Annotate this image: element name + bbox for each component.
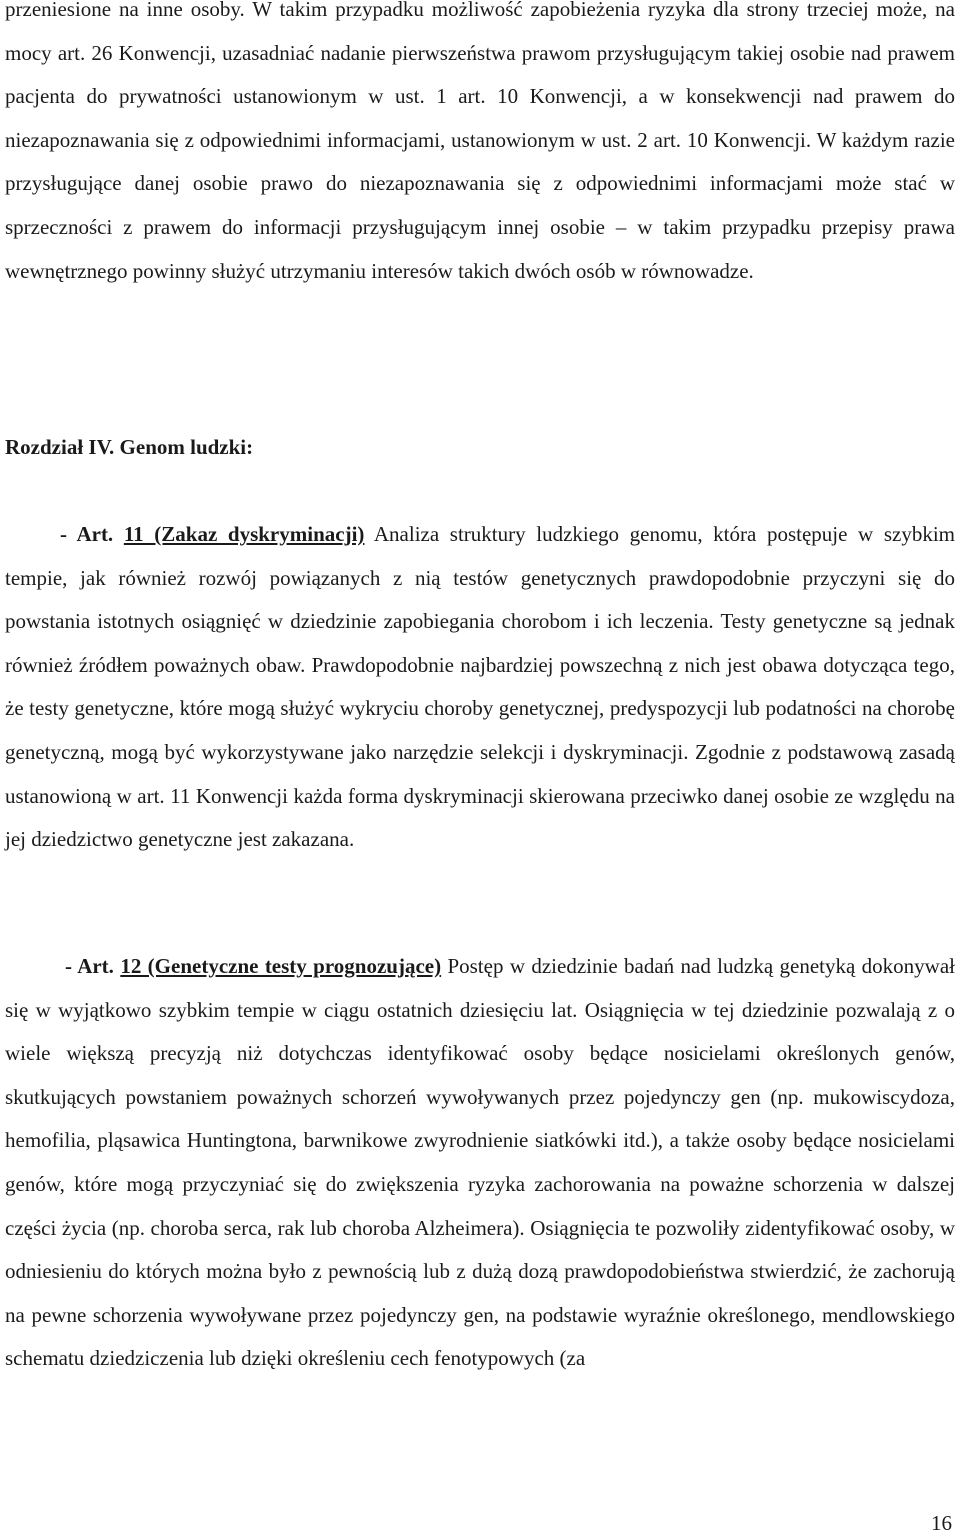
article-12-body: Postęp w dziedzinie badań nad ludzką genetyką dokonywał się w wyjątkowo szybkim tempie w ciągu ostatnich dziesięciu lat. Osiągnięcia w tej dziedzinie pozwalają z o wiele większą precyzją niż dotychczas identyfikować osoby będące nosicielami określonych genów, skutkujących powstaniem poważnych schorzeń wywoływanych przez pojedynczy gen (np. mukowiscydoza, hemofilia, pląsawica Huntingtona, barwnikowe zwyrodnienie siatkówki itd.), a także osoby będące nosicielami genów, które mogą przyczyniać się do zwiększenia ryzyka zachorowania na poważne schorzenia w dalszej części życia (np. choroba serca, rak lub choroba Alzheimera). Osiągnięcia te pozwoliły zidentyfikować osoby, w odniesieniu do których można było z pewnością lub z dużą dozą prawdopodobieństwa stwierdzić, że zachorują na pewne schorzenia wywoływane przez pojedynczy gen, na podstawie wyraźnie określonego, mendlowskiego schematu dziedziczenia lub dzięki określeniu cech fenotypowych (za bbox=[5, 954, 956, 1371]
body-paragraph: przeniesione na inne osoby. W takim przypadku możliwość zapobieżenia ryzyka dla strony trzeciej może, na mocy art. 26 Konwencji, uzasadniać nadanie pierwszeństwa prawom przysługującym takiej osobie nad prawem pacjenta do prywatności ustanowionym w ust. 1 art. 10 Konwencji, a w konsekwencji nad prawem do niezapoznawania się z odpowiednimi informacjami, ustanowionym w ust. 2 art. 10 Konwencji. W każdym razie przysługujące danej osobie prawo do niezapoznawania się z odpowiednimi informacjami może stać w sprzeczności z prawem do informacji przysługującym innej osobie – w takim przypadku przepisy prawa wewnętrznego powinny służyć utrzymaniu interesów takich dwóch osób w równowadze. bbox=[5, 0, 955, 283]
page-number: 16 bbox=[931, 1511, 952, 1535]
article-12-paragraph bbox=[5, 945, 955, 1381]
article-11-paragraph bbox=[5, 513, 955, 862]
chapter-heading: Rozdział IV. Genom ludzki: bbox=[5, 435, 254, 459]
article-12-title: 12 (Genetyczne testy prognozujące) bbox=[120, 954, 442, 978]
article-11-body: Analiza struktury ludzkiego genomu, która postępuje w szybkim tempie, jak również rozwój powiązanych z nią testów genetycznych prawdopodobnie przyczyni się do powstania istotnych osiągnięć w dziedzinie zapobiegania chorobom i ich leczenia. Testy genetyczne są jednak również źródłem poważnych obaw. Prawdopodobnie najbardziej powszechną z nich jest obawa dotycząca tego, że testy genetyczne, które mogą służyć wykryciu choroby genetycznej, predyspozycji lub podatności na chorobę genetyczną, mogą być wykorzystywane jako narzędzie selekcji i dyskryminacji. Zgodnie z podstawową zasadą ustanowioną w art. 11 Konwencji każda forma dyskryminacji skierowana przeciwko danej osobie ze względu na jej dziedzictwo genetyczne jest zakazana. bbox=[5, 522, 956, 852]
article-12-prefix: - Art. bbox=[65, 954, 114, 978]
article-11-title: 11 (Zakaz dyskryminacji) bbox=[123, 522, 365, 546]
article-11-prefix: - Art. bbox=[60, 522, 114, 546]
